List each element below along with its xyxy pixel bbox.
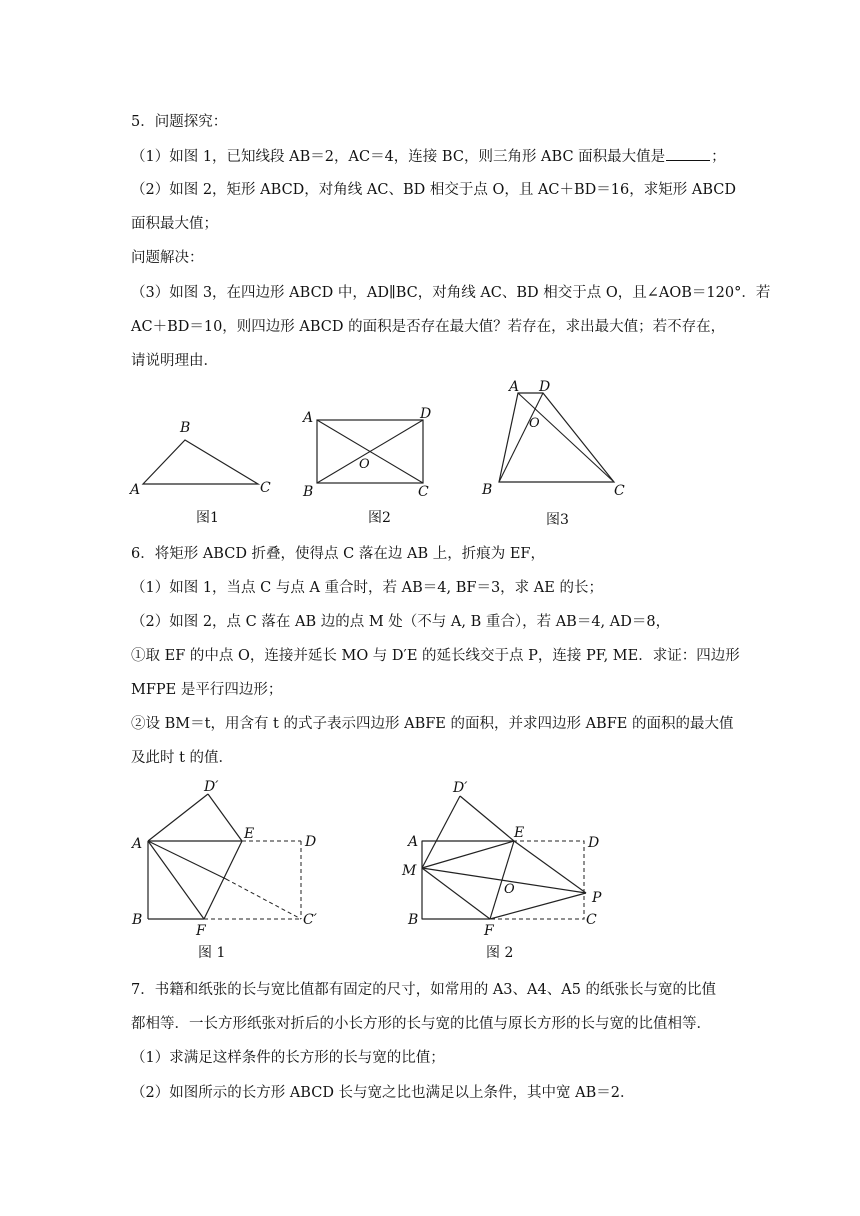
p5-part1-end: ； xyxy=(711,149,726,165)
caption: 图2 xyxy=(368,510,391,526)
caption: 图 1 xyxy=(198,945,226,961)
caption: 图3 xyxy=(546,512,569,528)
fold-ef xyxy=(204,841,242,919)
label-D: D xyxy=(305,834,317,850)
p7-title-cont: 都相等．一长方形纸张对折后的小长方形的长与宽的比值与原长方形的长与宽的比值相等． xyxy=(131,1016,711,1032)
caption: 图1 xyxy=(196,510,219,526)
p5-heading-solve: 问题解决： xyxy=(131,250,204,266)
p5-part2: （2）如图 2，矩形 ABCD，对角线 AC、BD 相交于点 O，且 AC＋BD＝16，求矩形 ABCD xyxy=(131,182,736,198)
p6-part2-sub1-cont: MFPE 是平行四边形； xyxy=(131,682,283,698)
label-E: E xyxy=(244,826,255,842)
label-D-prime: D′ xyxy=(204,779,219,795)
label-O: O xyxy=(359,457,370,472)
p5-part1-text: （1）如图 1，已知线段 AB＝2，AC＝4，连接 BC，则三角形 ABC 面积最大值是 xyxy=(131,149,666,165)
label-O: O xyxy=(529,416,540,431)
p6-part2-sub2-cont: 及此时 t 的值． xyxy=(131,750,234,766)
p6-figure-1 xyxy=(128,776,328,966)
p6-part2-sub1: ①取 EF 的中点 O，连接并延长 MO 与 D′E 的延长线交于点 P，连接 PF, ME．求证：四边形 xyxy=(131,648,740,664)
p5-figure-1 xyxy=(128,410,278,530)
p6-title: 6．将矩形 ABCD 折叠，使得点 C 落在边 AB 上，折痕为 EF， xyxy=(131,546,545,562)
label-P: P xyxy=(592,890,602,906)
quadrilateral-abcd xyxy=(499,393,614,482)
p5-figure-2 xyxy=(298,400,448,530)
p5-figure-3 xyxy=(478,376,638,531)
p5-title: 5．问题探究： xyxy=(131,114,228,130)
label-A: A xyxy=(408,834,419,850)
label-B: B xyxy=(303,484,314,500)
label-B: B xyxy=(180,420,191,436)
diagonal-bd xyxy=(499,393,543,482)
p7-title: 7．书籍和纸张的长与宽比值都有固定的尺寸，如常用的 A3、A4、A5 的纸张长与宽的比值 xyxy=(131,982,717,998)
label-A: A xyxy=(303,410,314,426)
p5-part3-cont2: 请说明理由． xyxy=(131,353,218,369)
label-C: C xyxy=(260,480,271,496)
segment-ac-solid xyxy=(148,841,226,879)
label-C: C xyxy=(614,483,625,499)
label-A: A xyxy=(132,836,143,852)
label-E: E xyxy=(514,825,525,841)
label-A: A xyxy=(509,379,520,395)
label-B: B xyxy=(408,912,419,928)
label-D: D xyxy=(588,835,600,851)
segment-ep xyxy=(514,841,586,893)
segment-me xyxy=(422,841,514,868)
answer-blank[interactable] xyxy=(666,146,710,161)
segment-ad xyxy=(148,794,208,841)
diagonal-ac xyxy=(518,393,614,482)
segment-de xyxy=(460,796,514,841)
p5-part1 xyxy=(131,146,726,167)
label-D-prime: D′ xyxy=(453,780,468,796)
p5-part3: （3）如图 3，在四边形 ABCD 中，AD∥BC，对角线 AC、BD 相交于点 O，且∠AOB＝120°．若 xyxy=(131,285,771,301)
segment-af xyxy=(148,841,204,919)
label-D: D xyxy=(539,379,551,395)
label-F: F xyxy=(484,923,494,939)
label-M: M xyxy=(402,863,417,879)
p5-part2-cont: 面积最大值； xyxy=(131,216,218,232)
p5-part3-cont1: AC＋BD＝10，则四边形 ABCD 的面积是否存在最大值？若存在，求出最大值；若不存在， xyxy=(131,319,726,335)
segment-ac-dashed xyxy=(226,879,301,919)
segment-mf xyxy=(422,868,490,919)
label-F: F xyxy=(196,923,206,939)
p6-part2: （2）如图 2，点 C 落在 AB 边的点 M 处（不与 A, B 重合），若 AB＝4, AD＝8， xyxy=(131,614,671,630)
label-B: B xyxy=(482,482,493,498)
segment-de xyxy=(208,794,242,841)
triangle-abc xyxy=(143,440,258,484)
p6-figure-2 xyxy=(398,776,628,966)
label-D: D xyxy=(420,406,432,422)
p6-part2-sub2: ②设 BM＝t，用含有 t 的式子表示四边形 ABFE 的面积，并求四边形 ABFE 的面积的最大值 xyxy=(131,716,734,732)
label-C: C xyxy=(418,484,429,500)
label-B: B xyxy=(132,912,143,928)
label-C-prime: C′ xyxy=(303,912,317,928)
p6-part1: （1）如图 1，当点 C 与点 A 重合时，若 AB＝4, BF＝3，求 AE 的长； xyxy=(131,580,603,596)
p7-part1: （1）求满足这样条件的长方形的长与宽的比值； xyxy=(131,1050,445,1066)
label-A: A xyxy=(130,482,141,498)
label-O: O xyxy=(504,882,515,897)
p7-part2: （2）如图所示的长方形 ABCD 长与宽之比也满足以上条件，其中宽 AB＝2． xyxy=(131,1085,635,1101)
segment-md xyxy=(422,796,460,868)
label-C: C xyxy=(586,912,597,928)
caption: 图 2 xyxy=(486,945,514,961)
